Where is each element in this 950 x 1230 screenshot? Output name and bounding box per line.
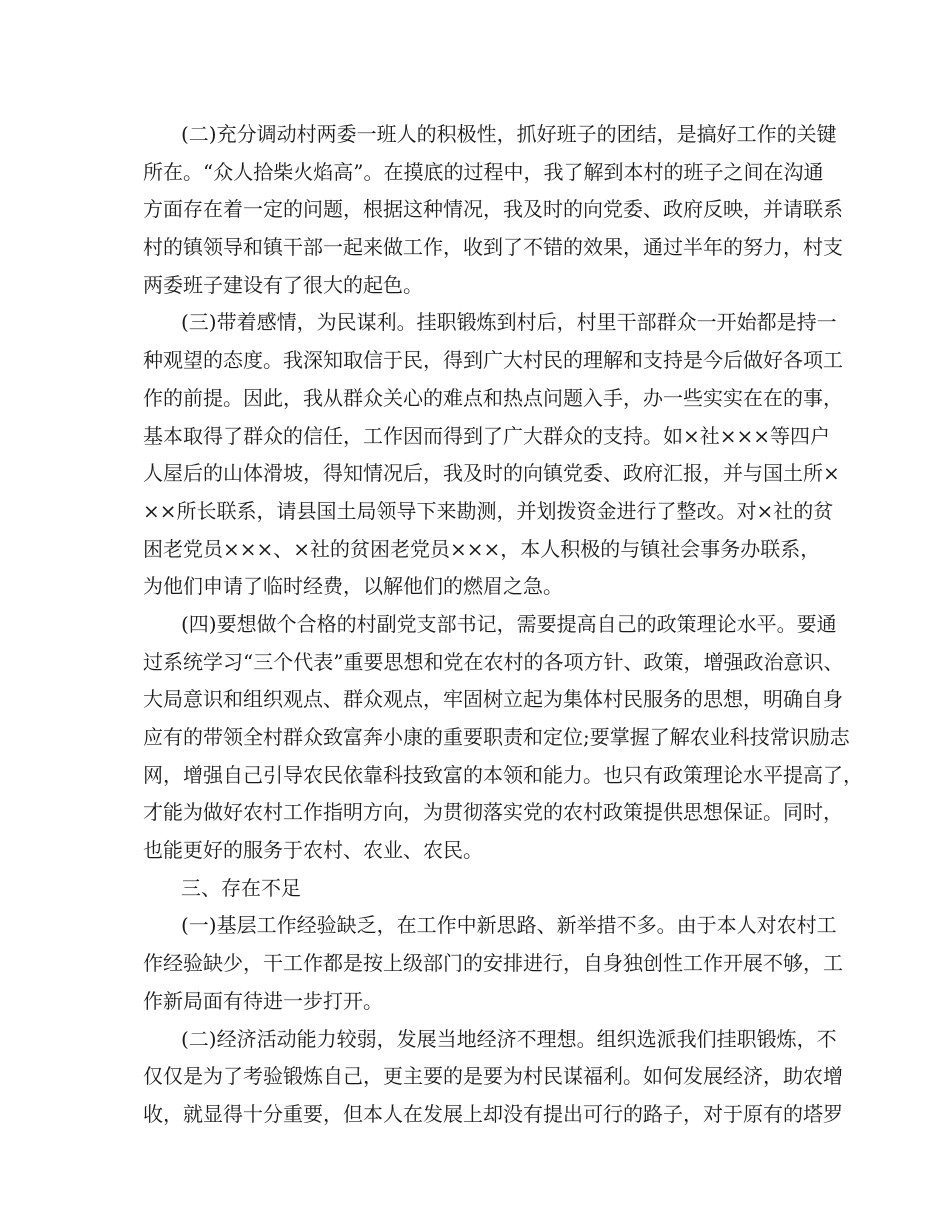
text-line: (二)经济活动能力较弱，发展当地经济不理想。组织选派我们挂职锻炼，不 xyxy=(181,1026,837,1051)
text-line: 也能更好的服务于农村、农业、农民。 xyxy=(143,838,483,863)
text-line: 种观望的态度。我深知取信于民，得到广大村民的理解和支持是今后做好各项工 xyxy=(143,348,843,373)
text-line: 过系统学习“三个代表”重要思想和党在农村的各项方针、政策，增强政治意识、 xyxy=(143,649,844,674)
text-line: 作新局面有待进一步打开。 xyxy=(143,988,383,1013)
text-line: 两委班子建设有了很大的起色。 xyxy=(143,272,423,297)
text-line: 为他们申请了临时经费，以解他们的燃眉之急。 xyxy=(143,574,563,599)
text-line: 作经验缺少，干工作都是按上级部门的安排进行，自身独创性工作开展不够，工 xyxy=(143,951,843,976)
text-line: 应有的带领全村群众致富奔小康的重要职责和定位;要掌握了解农业科技常识励志 xyxy=(143,725,850,749)
text-line: 仅仅是为了考验锻炼自己，更主要的是要为村民谋福利。如何发展经济，助农增 xyxy=(143,1064,843,1089)
text-line: 所在。“众人拾柴火焰高”。在摸底的过程中，我了解到本村的班子之间在沟通 xyxy=(143,159,824,184)
text-line: 作的前提。因此，我从群众关心的难点和热点问题入手，办一些实实在在的事， xyxy=(143,385,843,410)
text-line: 困老党员×××、×社的贫困老党员×××，本人积极的与镇社会事务办联系， xyxy=(143,536,821,561)
text-line: 村的镇领导和镇干部一起来做工作，收到了不错的效果，通过半年的努力，村支 xyxy=(143,235,843,260)
text-line: 收，就显得十分重要，但本人在发展上却没有提出可行的路子，对于原有的塔罗 xyxy=(143,1101,843,1126)
text-line: 才能为做好农村工作指明方向，为贯彻落实党的农村政策提供思想保证。同时， xyxy=(143,800,843,825)
text-line: (一)基层工作经验缺乏，在工作中新思路、新举措不多。由于本人对农村工 xyxy=(181,913,837,938)
text-line: (三)带着感情，为民谋利。挂职锻炼到村后，村里干部群众一开始都是持一 xyxy=(181,310,837,335)
section-heading: 三、存在不足 xyxy=(181,875,301,900)
text-line: 大局意识和组织观点、群众观点，牢固树立起为集体村民服务的思想，明确自身 xyxy=(143,687,843,712)
text-line: ××所长联系，请县国土局领导下来勘测，并划拨资金进行了整改。对×社的贫 xyxy=(143,498,834,523)
text-line: 网，增强自己引导农民依靠科技致富的本领和能力。也只有政策理论水平提高了， xyxy=(143,762,863,787)
text-line: 方面存在着一定的问题，根据这种情况，我及时的向党委、政府反映，并请联系 xyxy=(143,197,843,222)
text-line: 基本取得了群众的信任，工作因而得到了广大群众的支持。如×社×××等四户 xyxy=(143,423,831,448)
text-line: 人屋后的山体滑坡，得知情况后，我及时的向镇党委、政府汇报，并与国土所× xyxy=(143,461,840,486)
text-line: (四)要想做个合格的村副党支部书记，需要提高自己的政策理论水平。要通 xyxy=(181,611,837,636)
document-body xyxy=(143,116,863,1134)
text-line: (二)充分调动村两委一班人的积极性，抓好班子的团结，是搞好工作的关键 xyxy=(181,122,837,146)
